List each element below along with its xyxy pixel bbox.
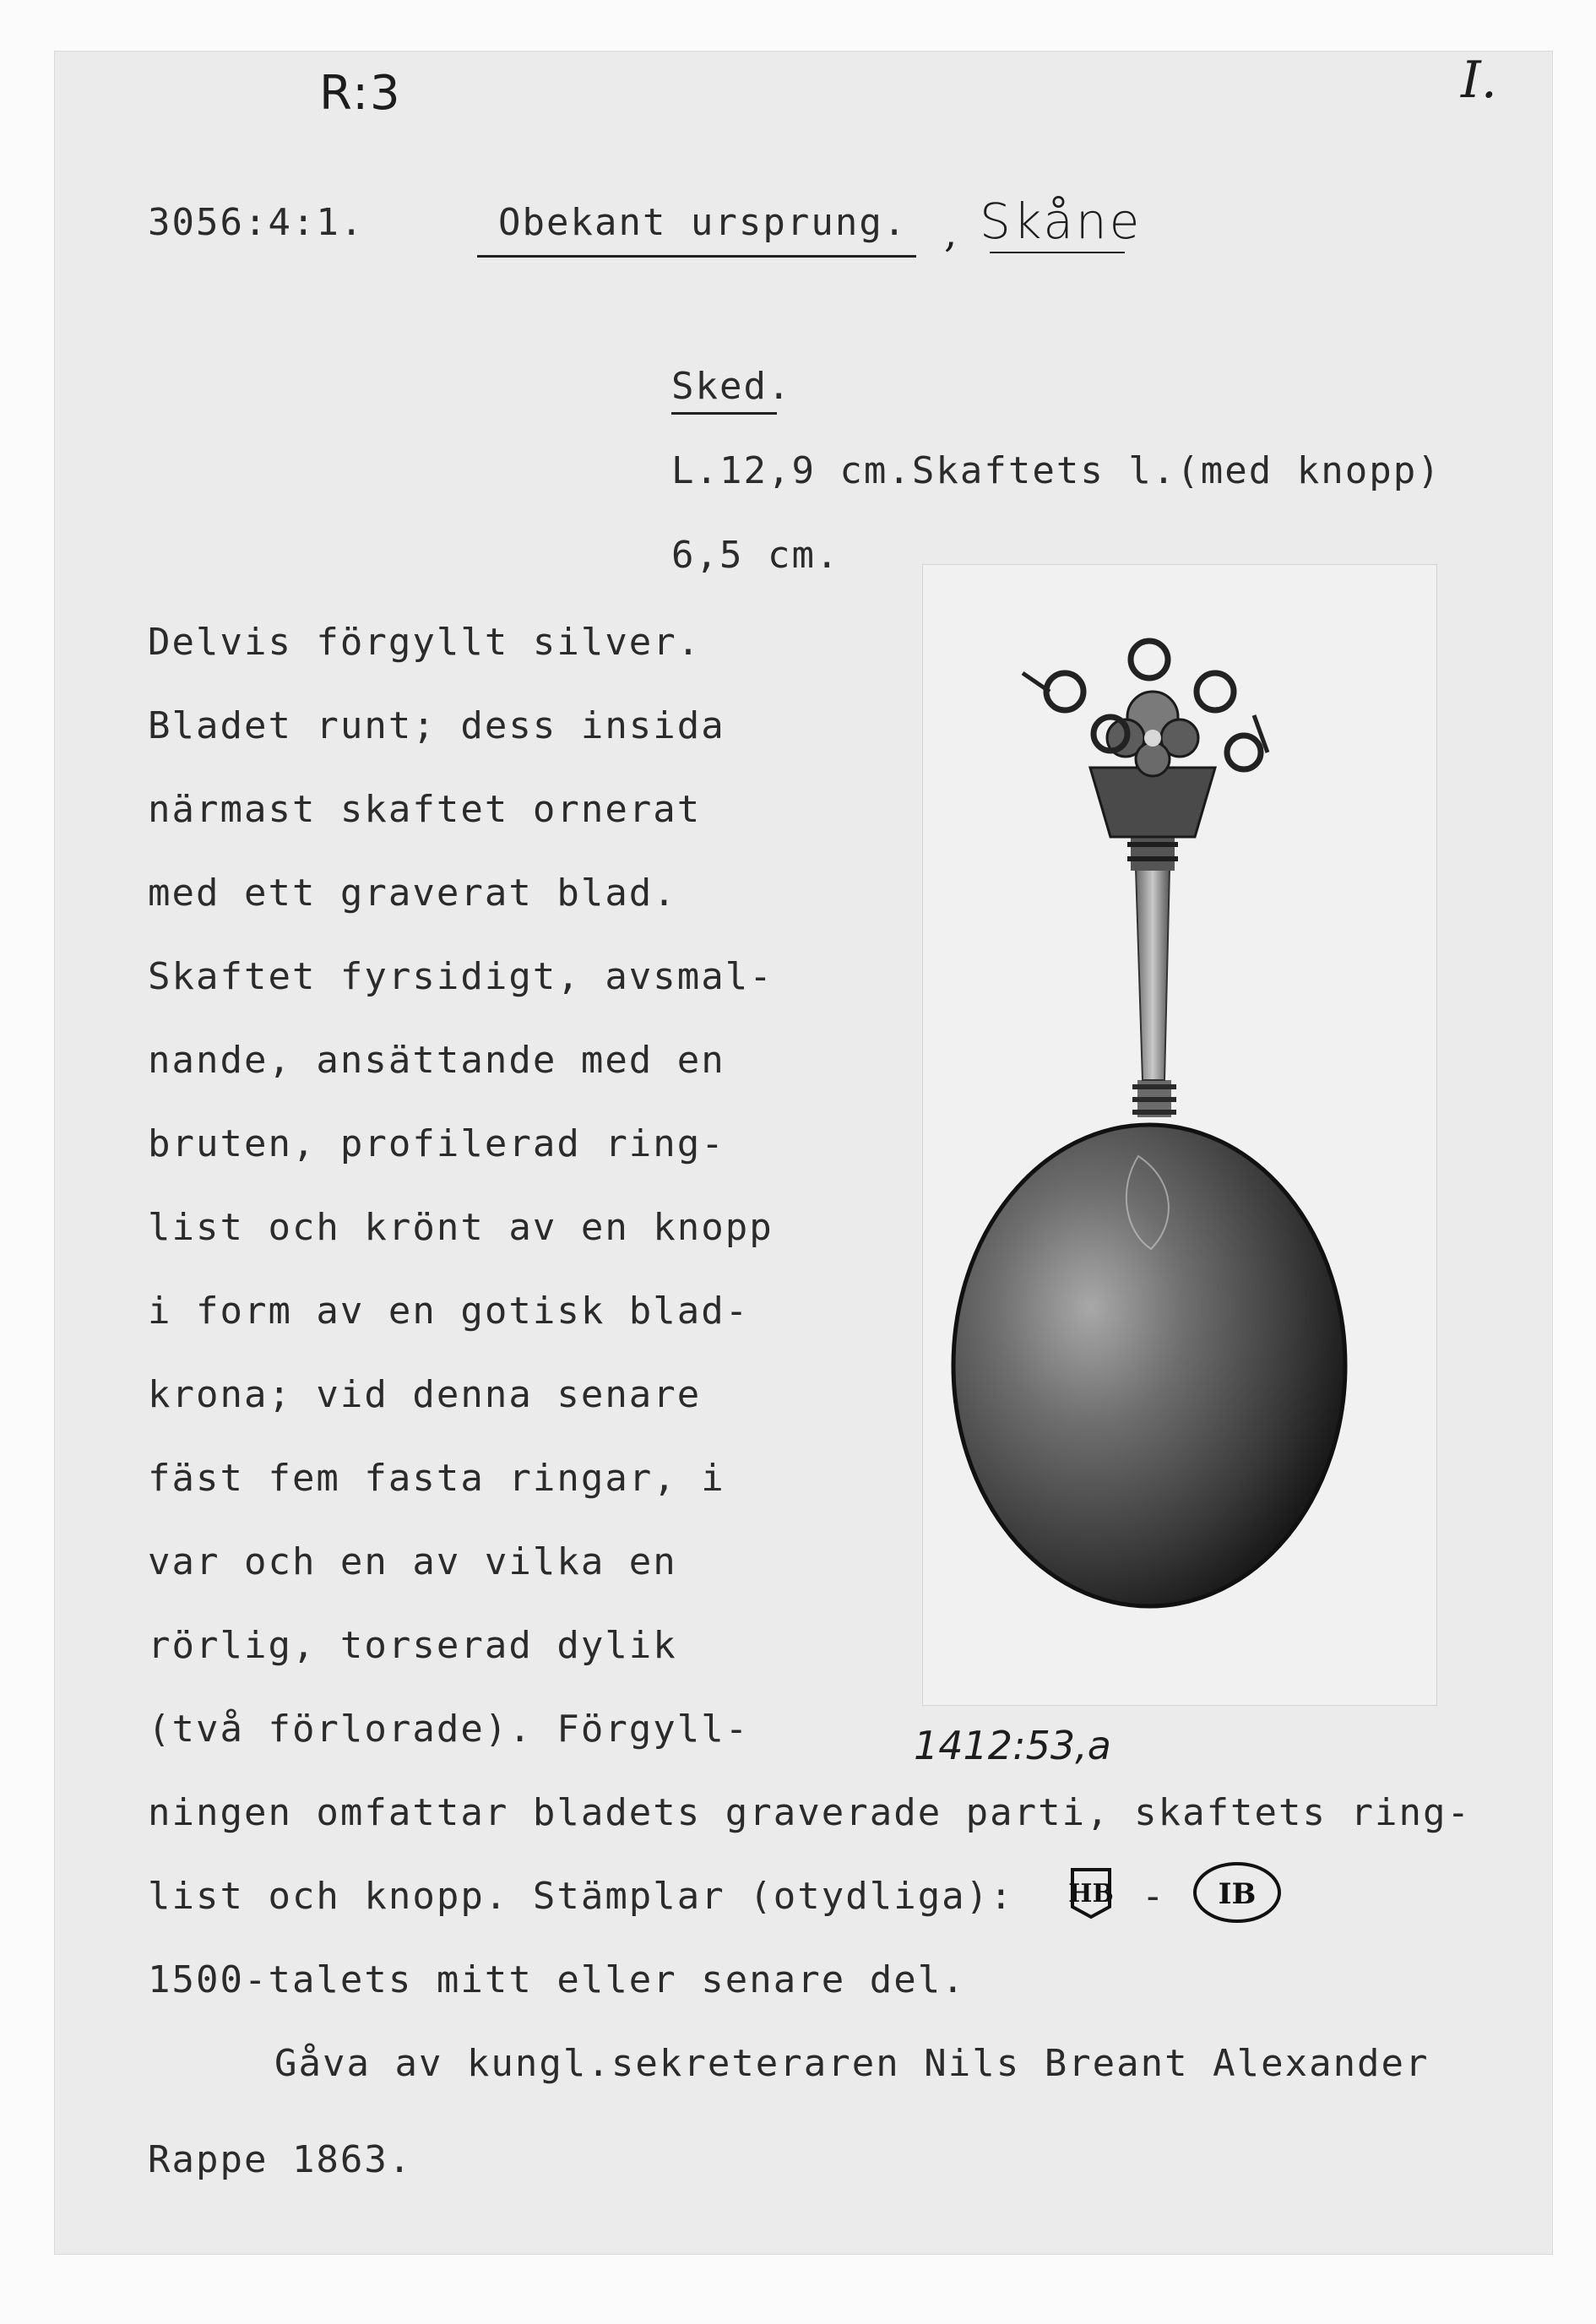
sheet-number: I. [1461,51,1497,110]
description-line: krona; vid denna senare [148,1373,702,1416]
dating-line: 1500-talets mitt eller senare del. [148,1958,966,2001]
photo-caption: 1412:53,a [914,1723,1111,1768]
description-line: (två förlorade). Förgyll- [148,1708,750,1751]
description-line-full: ningen omfattar bladets graverade parti, skaftets ring- [148,1791,1471,1834]
svg-text:IB: IB [1218,1877,1257,1911]
origin-handwritten: Skåne [980,193,1143,250]
origin-underline [477,255,916,258]
stamps-dash: - [1142,1875,1166,1918]
provenance-line-1: Gåva av kungl.sekreteraren Nils Breant Alexander [274,2042,1430,2085]
description-line: bruten, profilerad ring- [148,1122,725,1165]
spoon-photograph [922,564,1437,1706]
description-line: i form av en gotisk blad- [148,1290,750,1333]
description-line: rörlig, torserad dylik [148,1624,677,1667]
origin-typed: Obekant ursprung. [498,201,908,244]
origin-handwritten-underline [990,252,1125,253]
provenance-line-2: Rappe 1863. [148,2138,413,2181]
description-line-stamps: list och knopp. Stämplar (otydliga): [148,1875,1014,1918]
description-line: var och en av vilka en [148,1540,677,1583]
description-line: närmast skaftet ornerat [148,788,702,831]
description-line: list och krönt av en knopp [148,1206,774,1249]
description-line: fäst fem fasta ringar, i [148,1457,725,1500]
origin-separator: , [944,209,958,257]
svg-text:HB: HB [1068,1879,1114,1909]
description-line: Bladet runt; dess insida [148,704,725,747]
description-line: Delvis förgyllt silver. [148,621,702,664]
catalog-number: 3056:4:1. [148,201,365,244]
description-line: nande, ansättande med en [148,1039,725,1082]
hallmark-stamp-1 [1066,1866,1116,1920]
dimensions-line-1: L.12,9 cm.Skaftets l.(med knopp) [671,449,1441,492]
hallmark-stamp-2 [1191,1860,1284,1925]
object-name-underline [671,412,777,415]
dimensions-line-2: 6,5 cm. [671,534,840,577]
description-line: Skaftet fyrsidigt, avsmal- [148,955,774,998]
description-line: med ett graverat blad. [148,872,677,915]
object-name: Sked. [671,365,792,408]
reference-mark: R:3 [319,66,402,121]
